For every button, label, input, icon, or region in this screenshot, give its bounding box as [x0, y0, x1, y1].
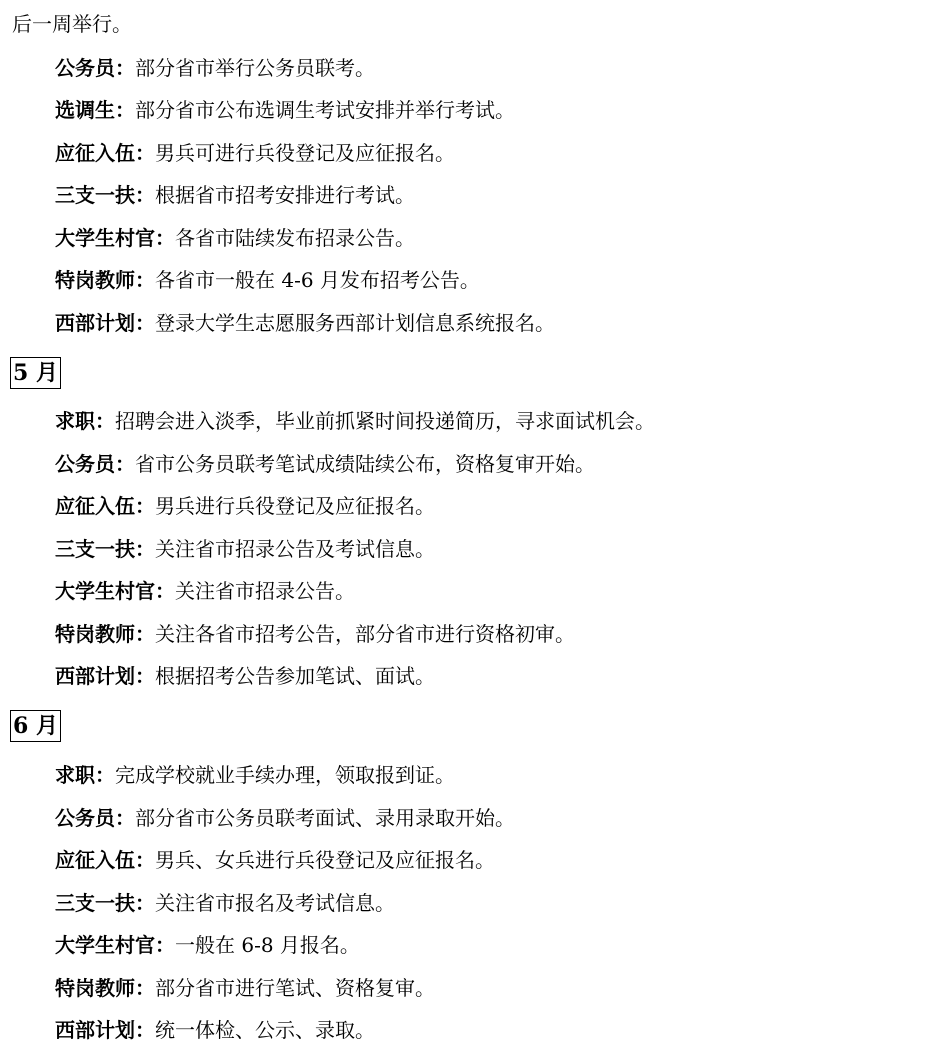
list-item: [55, 96, 515, 124]
list-item: [55, 846, 495, 874]
item-text: 统一体检、公示、录取。: [155, 1018, 375, 1042]
item-text: 关注省市招录公告。: [175, 579, 355, 603]
item-label: 特岗教师：: [55, 622, 155, 646]
list-item: [55, 889, 395, 917]
item-text: 各省市陆续发布招录公告。: [175, 226, 415, 250]
item-label: 西部计划：: [55, 1018, 155, 1042]
item-text: 部分省市公布选调生考试安排并举行考试。: [135, 98, 515, 122]
item-label: 大学生村官：: [55, 226, 175, 250]
item-text: 根据招考公告参加笔试、面试。: [155, 664, 435, 688]
list-item: [55, 662, 435, 690]
item-text: 各省市一般在 4-6 月发布招考公告。: [155, 268, 480, 292]
list-item: [55, 450, 595, 478]
item-label: 三支一扶：: [55, 891, 155, 915]
item-label: 选调生：: [55, 98, 135, 122]
item-text: 关注各省市招考公告，部分省市进行资格初审。: [155, 622, 575, 646]
list-item: [55, 1016, 375, 1044]
list-item: [55, 931, 360, 959]
list-item: [55, 224, 415, 252]
item-label: 求职：: [55, 763, 115, 787]
list-item: [55, 804, 515, 832]
item-label: 三支一扶：: [55, 183, 155, 207]
item-text: 部分省市进行笔试、资格复审。: [155, 976, 435, 1000]
item-text: 根据省市招考安排进行考试。: [155, 183, 415, 207]
item-label: 三支一扶：: [55, 537, 155, 561]
item-text: 招聘会进入淡季，毕业前抓紧时间投递简历，寻求面试机会。: [115, 409, 655, 433]
list-item: [55, 309, 555, 337]
item-label: 公务员：: [55, 806, 135, 830]
item-label: 公务员：: [55, 452, 135, 476]
item-text: 男兵、女兵进行兵役登记及应征报名。: [155, 848, 495, 872]
list-item: [55, 54, 375, 82]
list-item: [55, 761, 455, 789]
item-text: 省市公务员联考笔试成绩陆续公布，资格复审开始。: [135, 452, 595, 476]
item-text: 男兵进行兵役登记及应征报名。: [155, 494, 435, 518]
list-item: [55, 139, 455, 167]
item-text: 男兵可进行兵役登记及应征报名。: [155, 141, 455, 165]
item-text: 关注省市招录公告及考试信息。: [155, 537, 435, 561]
item-label: 应征入伍：: [55, 141, 155, 165]
list-item: [55, 620, 575, 648]
item-label: 特岗教师：: [55, 976, 155, 1000]
item-label: 应征入伍：: [55, 848, 155, 872]
item-label: 求职：: [55, 409, 115, 433]
item-label: 公务员：: [55, 56, 135, 80]
item-label: 大学生村官：: [55, 933, 175, 957]
list-item: [55, 407, 655, 435]
month-heading-may: 5 月: [10, 357, 61, 389]
intro-text: 后一周举行。: [12, 12, 132, 36]
item-text: 登录大学生志愿服务西部计划信息系统报名。: [155, 311, 555, 335]
month-heading-june: 6 月: [10, 710, 61, 742]
item-label: 应征入伍：: [55, 494, 155, 518]
list-item: [55, 974, 435, 1002]
list-item: [55, 535, 435, 563]
item-text: 完成学校就业手续办理，领取报到证。: [115, 763, 455, 787]
list-item: [55, 266, 480, 294]
item-label: 西部计划：: [55, 311, 155, 335]
item-text: 部分省市举行公务员联考。: [135, 56, 375, 80]
item-text: 关注省市报名及考试信息。: [155, 891, 395, 915]
list-item: [55, 577, 355, 605]
item-text: 一般在 6-8 月报名。: [175, 933, 360, 957]
list-item: [55, 492, 435, 520]
item-text: 部分省市公务员联考面试、录用录取开始。: [135, 806, 515, 830]
item-label: 大学生村官：: [55, 579, 175, 603]
list-item: [55, 181, 415, 209]
item-label: 西部计划：: [55, 664, 155, 688]
item-label: 特岗教师：: [55, 268, 155, 292]
